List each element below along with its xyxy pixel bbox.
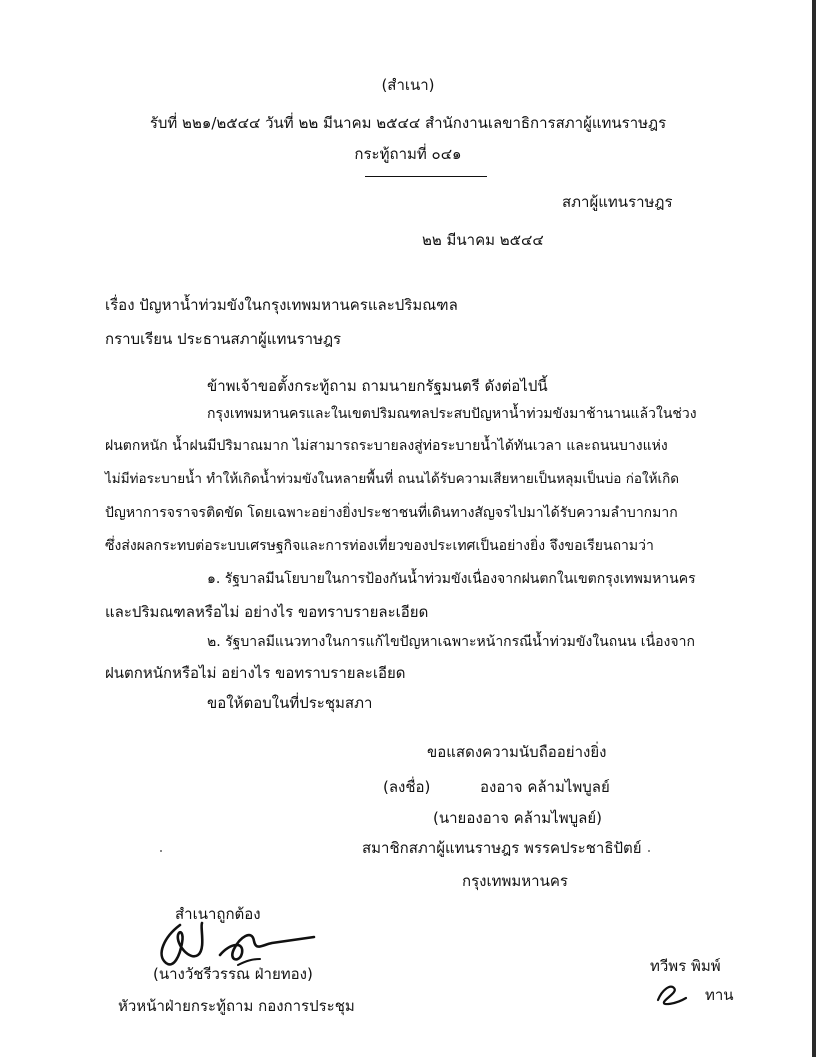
header-divider bbox=[365, 176, 487, 177]
paragraph-line: ปัญหาการจราจรติดขัด โดยเฉพาะอย่างยิ่งประชาชนที่เดินทางสัญจรไปมาได้รับความลำบากมาก bbox=[105, 505, 678, 521]
question-number: กระทู้ถามที่ ๐๔๑ bbox=[354, 145, 462, 163]
closing-salutation: ขอแสดงความนับถืออย่างยิ่ง bbox=[427, 743, 607, 761]
certifier-name: (นางวัชรีวรรณ ฝ่ายทอง) bbox=[153, 965, 313, 983]
certifier-title: หัวหน้าฝ่ายกระทู้ถาม กองการประชุม bbox=[118, 997, 355, 1015]
subject-line: เรื่อง ปัญหาน้ำท่วมขังในกรุงเทพมหานครและปริมณฑล bbox=[105, 296, 458, 314]
scan-speck bbox=[648, 850, 650, 852]
signed-label: (ลงชื่อ) bbox=[383, 778, 431, 796]
question-1-line-1: ๑. รัฐบาลมีนโยบายในการป้องกันน้ำท่วมขังเนื่องจากฝนตกในเขตกรุงเทพมหานคร bbox=[207, 571, 696, 587]
sender-org: สภาผู้แทนราษฎร bbox=[562, 193, 673, 211]
answer-request: ขอให้ตอบในที่ประชุมสภา bbox=[207, 694, 373, 712]
member-position: สมาชิกสภาผู้แทนราษฎร พรรคประชาธิปัตย์ bbox=[362, 839, 642, 857]
copy-label: (สำเนา) bbox=[381, 76, 435, 94]
checker-initials bbox=[652, 980, 692, 1008]
addressee-line: กราบเรียน ประธานสภาผู้แทนราษฎร bbox=[105, 330, 342, 348]
scan-speck bbox=[160, 850, 162, 852]
signed-name: องอาจ คล้ามไพบูลย์ bbox=[480, 778, 610, 796]
question-2-line-2: ฝนตกหนักหรือไม่ อย่างไร ขอทราบรายละเอียด bbox=[105, 664, 406, 682]
printed-name: (นายองอาจ คล้ามไพบูลย์) bbox=[433, 809, 602, 827]
typist-line: ทวีพร พิมพ์ bbox=[650, 957, 721, 975]
paragraph-line: ซึ่งส่งผลกระทบต่อระบบเศรษฐกิจและการท่องเที่ยวของประเทศเป็นอย่างยิ่ง จึงขอเรียนถามว่า bbox=[105, 538, 654, 554]
paragraph-line: ฝนตกหนัก น้ำฝนมีปริมาณมาก ไม่สามารถระบายลงสู่ท่อระบายน้ำได้ทันเวลา และถนนบางแห่ง bbox=[105, 438, 668, 454]
paragraph-line: กรุงเทพมหานครและในเขตปริมณฑลประสบปัญหาน้ำท่วมขังมาช้านานแล้วในช่วง bbox=[207, 406, 697, 422]
paragraph-line: ไม่มีท่อระบายน้ำ ทำให้เกิดน้ำท่วมขังในหลายพื้นที่ ถนนได้รับความเสียหายเป็นหลุมเป็นบ่อ ก่อให้เกิด bbox=[105, 471, 680, 487]
receipt-line: รับที่ ๒๒๑/๒๕๔๔ วันที่ ๒๒ มีนาคม ๒๕๔๔ สำนักงานเลขาธิการสภาผู้แทนราษฎร bbox=[149, 114, 667, 132]
certified-copy-label: สำเนาถูกต้อง bbox=[175, 905, 261, 923]
document-date: ๒๒ มีนาคม ๒๕๔๔ bbox=[422, 231, 544, 249]
member-province: กรุงเทพมหานคร bbox=[462, 872, 568, 890]
checked-label: ทาน bbox=[705, 986, 734, 1004]
question-2-line-1: ๒. รัฐบาลมีแนวทางในการแก้ไขปัญหาเฉพาะหน้ากรณีน้ำท่วมขังในถนน เนื่องจาก bbox=[207, 634, 695, 650]
intro-line: ข้าพเจ้าขอตั้งกระทู้ถาม ถามนายกรัฐมนตรี ดังต่อไปนี้ bbox=[207, 377, 548, 395]
question-1-line-2: และปริมณฑลหรือไม่ อย่างไร ขอทราบรายละเอียด bbox=[105, 603, 429, 621]
